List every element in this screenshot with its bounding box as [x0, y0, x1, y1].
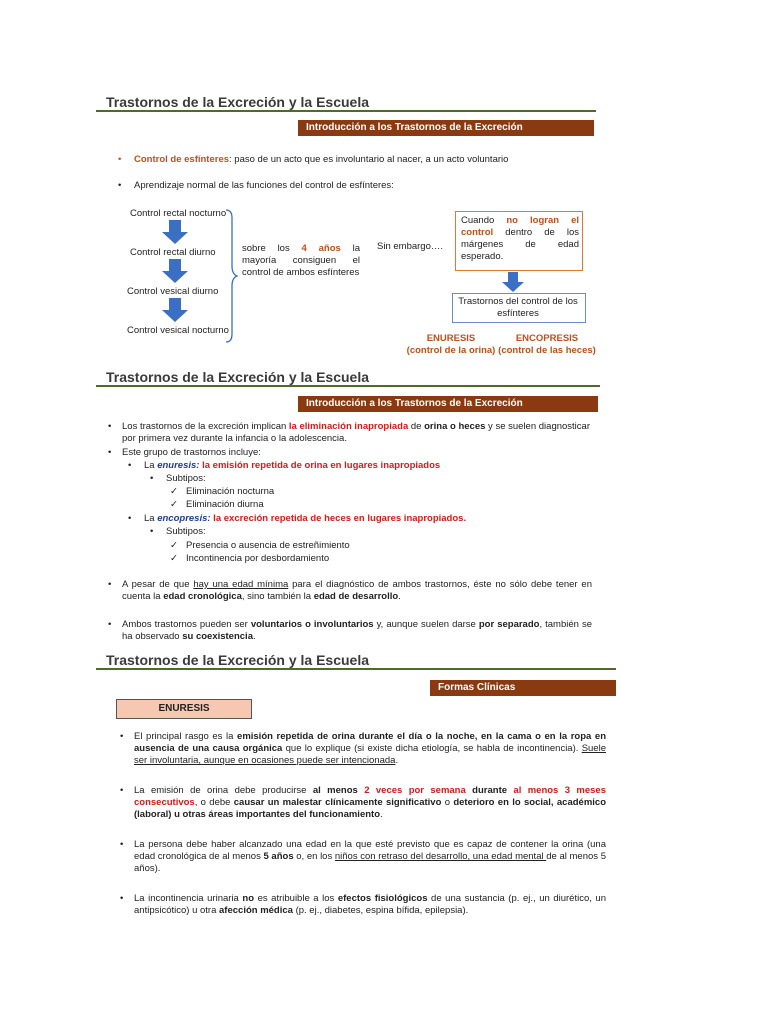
enuresis-def: La enuresis: la emisión repetida de orina en lugares inapropiados	[144, 460, 441, 471]
bullet: •	[120, 785, 124, 796]
edad-text: La persona debe haber alcanzado una edad en la que esté previsto que es capaz de contener la orina (una edad cronológica de al menos 5 años o, en los niños con retraso del desarrollo, una edad mental de al menos 5 años).	[134, 839, 606, 874]
trastornos-implican-text: Los trastornos de la excreción implican la eliminación inapropiada de orina o heces y se suelen diagnosticar por primera vez durante la infancia o la adolescencia.	[122, 421, 590, 444]
arrow-down-icon	[500, 272, 526, 292]
check-icon: ✓	[170, 499, 178, 510]
edad-minima-text: A pesar de que hay una edad mínima para el diagnóstico de ambos trastornos, éste no sólo debe tener en cuenta la edad cronológica, sino también la edad de desarrollo.	[122, 579, 592, 602]
encopresis-subtipos: Subtipos:	[166, 526, 206, 537]
sin-embargo-text: Sin embargo….	[377, 241, 444, 252]
flow-step-4: Control vesical nocturno	[127, 325, 229, 336]
bullet: •	[150, 473, 154, 484]
section-1-header-bar: Introducción a los Trastornos de la Excreción	[298, 120, 594, 136]
bullet: •	[118, 154, 122, 165]
bullet: •	[108, 447, 112, 458]
enuresis-label: ENURESIS (control de la orina)	[406, 333, 496, 356]
encopresis-subtype-1: Presencia o ausencia de estreñimiento	[186, 540, 350, 551]
esfinteres-definition: Control de esfínteres: paso de un acto que es involuntario al nacer, a un acto voluntario	[134, 154, 509, 165]
flow-step-2: Control rectal diurno	[130, 247, 216, 258]
aprendizaje-text: Aprendizaje normal de las funciones del control de esfínteres:	[134, 180, 394, 191]
section-2-title: Trastornos de la Excreción y la Escuela	[106, 369, 370, 385]
enuresis-subtype-2: Eliminación diurna	[186, 499, 264, 510]
bullet: •	[128, 513, 132, 524]
section-3-title: Trastornos de la Excreción y la Escuela	[106, 652, 370, 668]
bullet: •	[150, 526, 154, 537]
bullet: •	[120, 839, 124, 850]
arrow-down-icon	[160, 298, 190, 322]
brace-icon	[224, 208, 238, 344]
check-icon: ✓	[170, 540, 178, 551]
no-control-text: Cuando no logran el control dentro de los márgenes de edad esperado.	[461, 215, 580, 262]
bullet: •	[120, 893, 124, 904]
section-3-divider	[96, 668, 616, 670]
enuresis-subtipos: Subtipos:	[166, 473, 206, 484]
rasgo-principal-text: El principal rasgo es la emisión repetida de orina durante el día o la noche, en la cama o en la ropa en ausencia de una causa orgánica que lo explique (si existe dicha etiología, se habla de incontinencia). Suele ser involuntaria, aunque en ocasiones puede ser intencionada.	[134, 731, 607, 766]
section-2-divider	[96, 385, 600, 387]
frecuencia-text: La emisión de orina debe producirse al menos 2 veces por semana durante al menos 3 meses consecutivos, o debe causar un malestar clínicamente significativo o deterioro en lo social, académico (laboral) u otras áreas importantes del funcionamiento.	[134, 785, 606, 820]
enuresis-badge: ENURESIS	[116, 699, 252, 719]
bullet: •	[128, 460, 132, 471]
section-1-title: Trastornos de la Excreción y la Escuela	[106, 94, 370, 110]
encopresis-label: ENCOPRESIS (control de las heces)	[498, 333, 596, 356]
enuresis-subtype-1: Eliminación nocturna	[186, 486, 275, 497]
trastornos-box-text: Trastornos del control de los esfínteres	[458, 296, 578, 319]
bullet: •	[120, 731, 124, 742]
section-3-header-bar: Formas Clínicas	[430, 680, 616, 696]
encopresis-subtype-2: Incontinencia por desbordamiento	[186, 553, 330, 564]
bullet: •	[118, 180, 122, 191]
flow-step-3: Control vesical diurno	[127, 286, 219, 297]
arrow-down-icon	[160, 259, 190, 283]
incontinencia-text: La incontinencia urinaria no es atribuible a los efectos fisiológicos de una sustancia (p. ej., un diurético, un antipsicótico) u otra afección médica (p. ej., diabetes, espina bífida, epilepsia).	[134, 893, 607, 916]
arrow-down-icon	[160, 220, 190, 244]
encopresis-def: La encopresis: la excreción repetida de heces en lugares inapropiados.	[144, 513, 467, 524]
bullet: •	[108, 421, 112, 432]
flow-step-1: Control rectal nocturno	[130, 208, 227, 219]
coexistencia-text: Ambos trastornos pueden ser voluntarios o involuntarios y, aunque suelen darse por separado, también se ha observado su coexistencia.	[122, 619, 592, 642]
check-icon: ✓	[170, 486, 178, 497]
check-icon: ✓	[170, 553, 178, 564]
section-1-divider	[96, 110, 596, 112]
bullet: •	[108, 619, 112, 630]
bullet: •	[108, 579, 112, 590]
grupo-text: Este grupo de trastornos incluye:	[122, 447, 261, 458]
section-2-header-bar: Introducción a los Trastornos de la Excreción	[298, 396, 598, 412]
brace-text: sobre los 4 años la mayoría consiguen el control de ambos esfínteres	[242, 243, 360, 278]
